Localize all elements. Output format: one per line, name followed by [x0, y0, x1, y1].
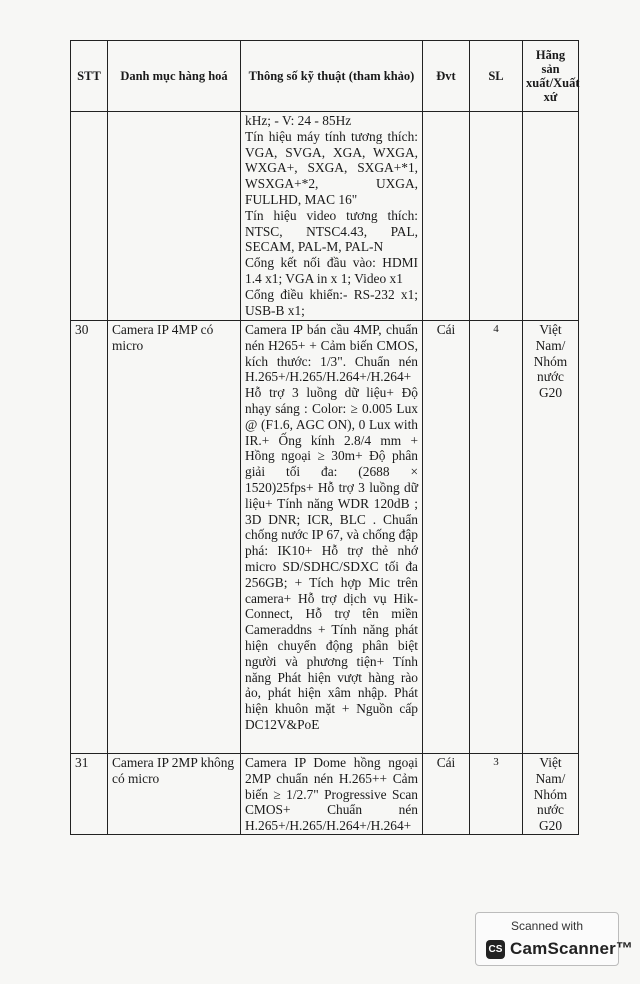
spec-line: Cổng điều khiển:- RS-232 x1; USB-B x1;: [245, 286, 418, 318]
goods-spec-table: [70, 40, 579, 835]
cell-name: [108, 112, 241, 321]
header-spec: Thông số kỹ thuật (tham khảo): [241, 41, 423, 112]
cell-stt: [71, 112, 108, 321]
spec-line: Camera IP Dome hồng ngoại 2MP chuẩn nén H.265++ Cảm biến ≥ 1/2.7" Progressive Scan CMOS+ Chuẩn nén H.265+/H.265/H.264+/H.264+: [245, 755, 418, 834]
cell-qty: [470, 112, 523, 321]
spec-line: Tín hiệu video tương thích: NTSC, NTSC4.43, PAL, SECAM, PAL-M, PAL-N: [245, 207, 418, 255]
header-unit: Đvt: [423, 41, 470, 112]
spec-line: Cổng kết nối đầu vào: HDMI 1.4 x1; VGA in x 1; Video x1: [245, 255, 418, 286]
spec-line: Tín hiệu máy tính tương thích: VGA, SVGA, XGA, WXGA, WXGA+, SXGA, SXGA+*1, WSXGA+*2, UXGA, FULLHD, MAC 16": [245, 128, 418, 207]
cell-origin: [523, 112, 579, 321]
cell-spec: [241, 321, 423, 754]
cell-unit: Cái: [423, 754, 470, 835]
spec-line: kHz; - V: 24 - 85Hz: [245, 113, 352, 128]
watermark-brand: CamScanner™: [510, 939, 634, 958]
header-name: Danh mục hàng hoá: [108, 41, 241, 112]
cell-spec: [241, 754, 423, 835]
cell-stt: 30: [71, 321, 108, 754]
table-row: [71, 321, 579, 754]
header-stt: STT: [71, 41, 108, 112]
cell-qty: 3: [470, 754, 523, 835]
cell-qty: 4: [470, 321, 523, 754]
table-row: [71, 112, 579, 321]
table-header-row: [71, 41, 579, 112]
spec-line: Camera IP bán cầu 4MP, chuẩn nén H265+ + Cảm biến CMOS, kích thước: 1/3". Chuẩn nén H.265+/H.265/H.264+/H.264+ Hỗ trợ 3 luồng dữ liệu+ Độ nhạy sáng : Color: ≥ 0.005 Lux @ (F1.6, AGC ON), 0 Lux with IR.+ Ống kính 2.8/4 mm + Hồng ngoại ≥ 30m+ Độ phân giải tối đa: (2688 × 1520)25fps+ Hỗ trợ 3 luồng dữ liệu+ Tính năng WDR 120dB ; 3D DNR; ICR, BLC . Chuẩn chống nước IP 67, và chống đập phá: IK10+ Hỗ trợ thẻ nhớ micro SD/SDHC/SDXC tối đa 256GB; + Tích hợp Mic trên camera+ Hỗ trợ dịch vụ Hik-Connect, Hỗ trợ tên miền Cameraddns + Tính năng phát hiện chuyển động phân biệt người và phương tiện+ Tính năng Phát hiện vượt hàng rào ảo, phát hiện xâm nhập. Phát hiện khuôn mặt + Nguồn cấp DC12V&PoE: [245, 322, 418, 732]
watermark-caption: Scanned with: [510, 919, 584, 933]
header-origin: Hãng sản xuất/Xuất xứ: [523, 41, 579, 112]
cell-spec: [241, 112, 423, 321]
cell-unit: Cái: [423, 321, 470, 754]
header-qty: SL: [470, 41, 523, 112]
camscanner-logo-icon: CS: [486, 940, 505, 959]
cell-name: Camera IP 4MP có micro: [108, 321, 241, 754]
table-row: [71, 754, 579, 835]
camscanner-watermark: [475, 912, 634, 966]
cell-origin: Việt Nam/ Nhóm nước G20: [523, 321, 579, 754]
cell-stt: 31: [71, 754, 108, 835]
cell-name: Camera IP 2MP không có micro: [108, 754, 241, 835]
cell-origin: Việt Nam/ Nhóm nước G20: [523, 754, 579, 835]
cell-unit: [423, 112, 470, 321]
